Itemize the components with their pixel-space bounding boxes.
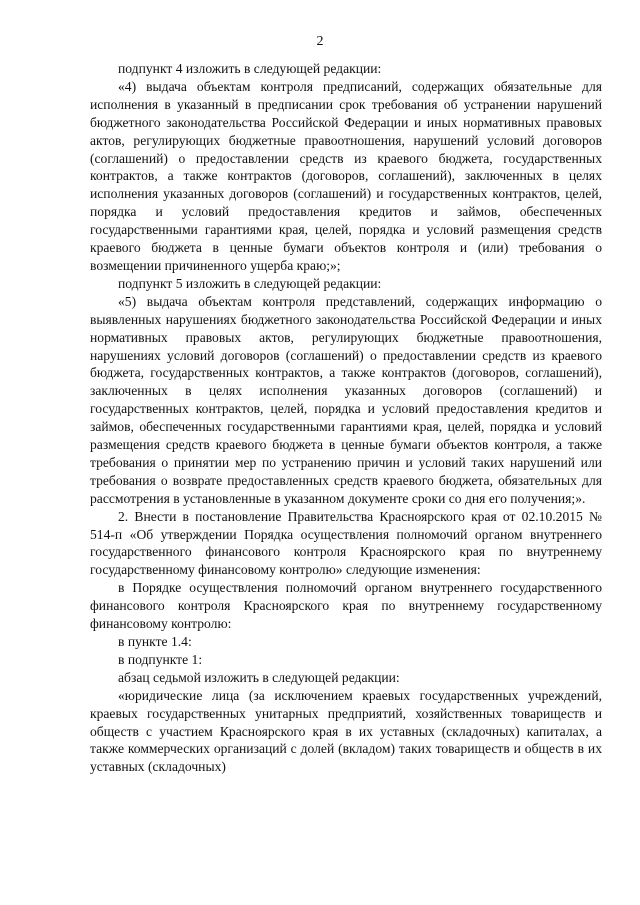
paragraph-subpoint-4-intro: подпункт 4 изложить в следующей редакции:: [118, 61, 382, 76]
page-number: 2: [316, 34, 324, 49]
paragraph-subpoint-5-text: «5) выдача объектам контроля представлений, содержащих информацию о выявленных нарушениях бюджетного законодательства Российской Федерации и иных нормативных правовых актов, регулирующих бюджетные правоотношения, нарушениях условий договоров (соглашений) о предоставлении средств из краевого бюджета, государственных контрактов, а также контрактов (договоров, соглашений), заключенных в целях исполнения указанных договоров (соглашений) и государственных контрактов, целей, порядка и условий предоставления кредитов и займов, обеспеченных государственными гарантиями края, целей, порядка и условий размещения средств краевого бюджета в ценные бумаги объектов контроля, а также требования о принятии мер по устранению причин и условий таких нарушений или требования о возврате предоставленных средств краевого бюджета, обязательных для рассмотрения в установленные в указанном документе сроки со дня его получения;».: [90, 293, 602, 506]
paragraph-abzac-7: абзац седьмой изложить в следующей редакции:: [118, 669, 400, 685]
paragraph-item-2: 2. Внести в постановление Правительства Красноярского края от 02.10.2015 № 514-п «Об утверждении Порядка осуществления полномочий органом внутреннего государственного финансового контроля Красноярского края по внутреннему государственному финансовому контролю» следующие изменения:: [90, 508, 602, 578]
paragraph-point-1-4: в пункте 1.4:: [118, 634, 192, 649]
paragraph-procedure: в Порядке осуществления полномочий органом внутреннего государственного финансового контроля Красноярского края по внутреннему государственному финансовому контролю:: [90, 580, 602, 632]
paragraph-subpoint-1: в подпункте 1:: [118, 651, 203, 667]
paragraph-subpoint-5-intro: подпункт 5 изложить в следующей редакции:: [118, 275, 382, 291]
paragraph-legal-entities: «юридические лица (за исключением краевых государственных учреждений, краевых государственных унитарных предприятий, хозяйственных товариществ и обществ с участием Красноярского края в их уставных (складочных) капиталах, а также коммерческих организаций с долей (вкладом) таких товариществ и обществ в их уставных (складочных): [90, 687, 602, 775]
paragraph-subpoint-4-text: «4) выдача объектам контроля предписаний, содержащих обязательные для исполнения в указанный в предписании срок требования об устранении нарушений бюджетного законодательства Российской Федерации и иных нормативных правовых актов, регулирующих бюджетные правоотношения, нарушений условий договоров (соглашений) о предоставлении средств из краевого бюджета, государственных контрактов, а также контрактов (договоров, соглашений), заключенных в целях исполнения указанных договоров (соглашений) и государственных контрактов, целей, порядка и условий предоставления кредитов и займов, обеспеченных государственными гарантиями края, целей, порядка и условий размещения средств краевого бюджета в ценные бумаги объектов контроля и (или) требования о возмещении причиненного ущерба краю;»;: [90, 78, 602, 273]
